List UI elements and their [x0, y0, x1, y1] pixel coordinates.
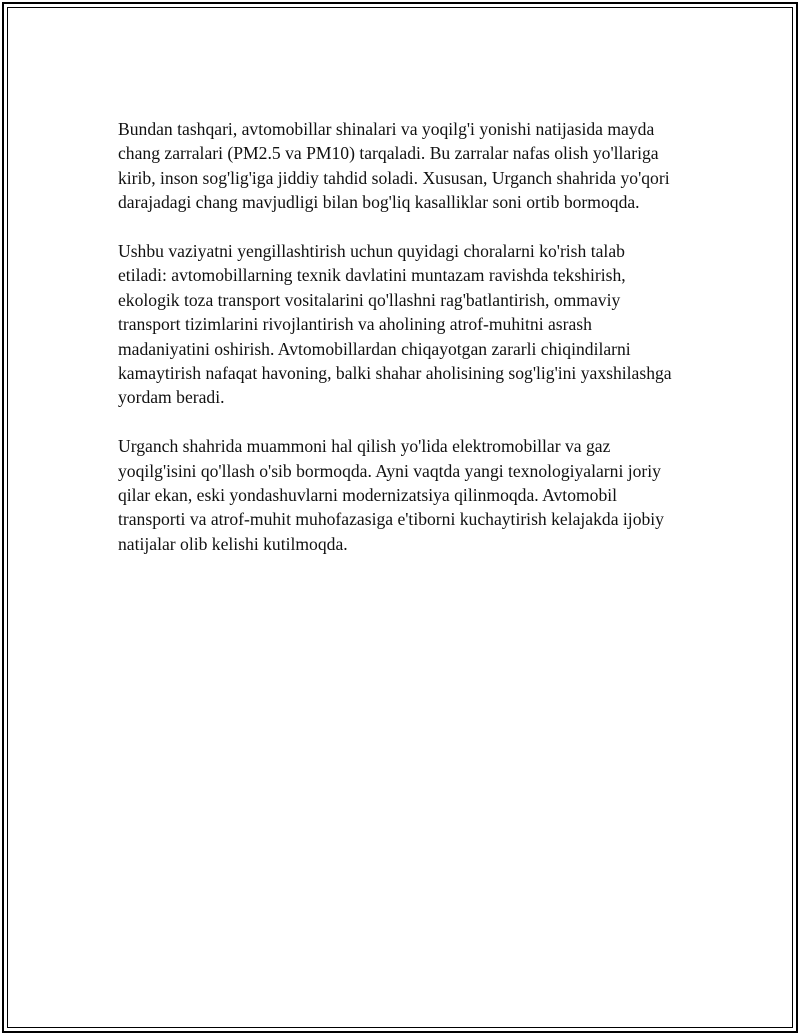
paragraph-3: Urganch shahrida muammoni hal qilish yo'lida elektromobillar va gaz yoqilg'isini qo'llash o'sib bormoqda. Ayni vaqtda yangi texnologiyalarni joriy qilar ekan, eski yondashuvlarni modernizatsiya qilinmoqda. Avtomobil transporti va atrof-muhit muhofazasiga e'tiborni kuchaytirish kelajakda ijobiy natijalar olib kelishi kutilmoqda. — [118, 436, 664, 554]
document-body — [118, 117, 678, 581]
paragraph-2: Ushbu vaziyatni yengillashtirish uchun quyidagi choralarni ko'rish talab etiladi: avtomobillarning texnik davlatini muntazam ravishda tekshirish, ekologik toza transport vositalarini qo'llashni rag'batlantirish, ommaviy transport tizimlarini rivojlantirish va aholining atrof-muhitni asrash madaniyatini oshirish. Avtomobillardan chiqayotgan zararli chiqindilarni kamaytirish nafaqat havoning, balki shahar aholisining sog'lig'ini yaxshilashga yordam beradi. — [118, 241, 672, 408]
paragraph-1: Bundan tashqari, avtomobillar shinalari va yoqilg'i yonishi natijasida mayda chang zarralari (PM2.5 va PM10) tarqaladi. Bu zarralar nafas olish yo'llariga kirib, inson sog'lig'iga jiddiy tahdid soladi. Xususan, Urganch shahrida yo'qori darajadagi chang mavjudligi bilan bog'liq kasalliklar soni ortib bormoqda. — [118, 119, 670, 213]
